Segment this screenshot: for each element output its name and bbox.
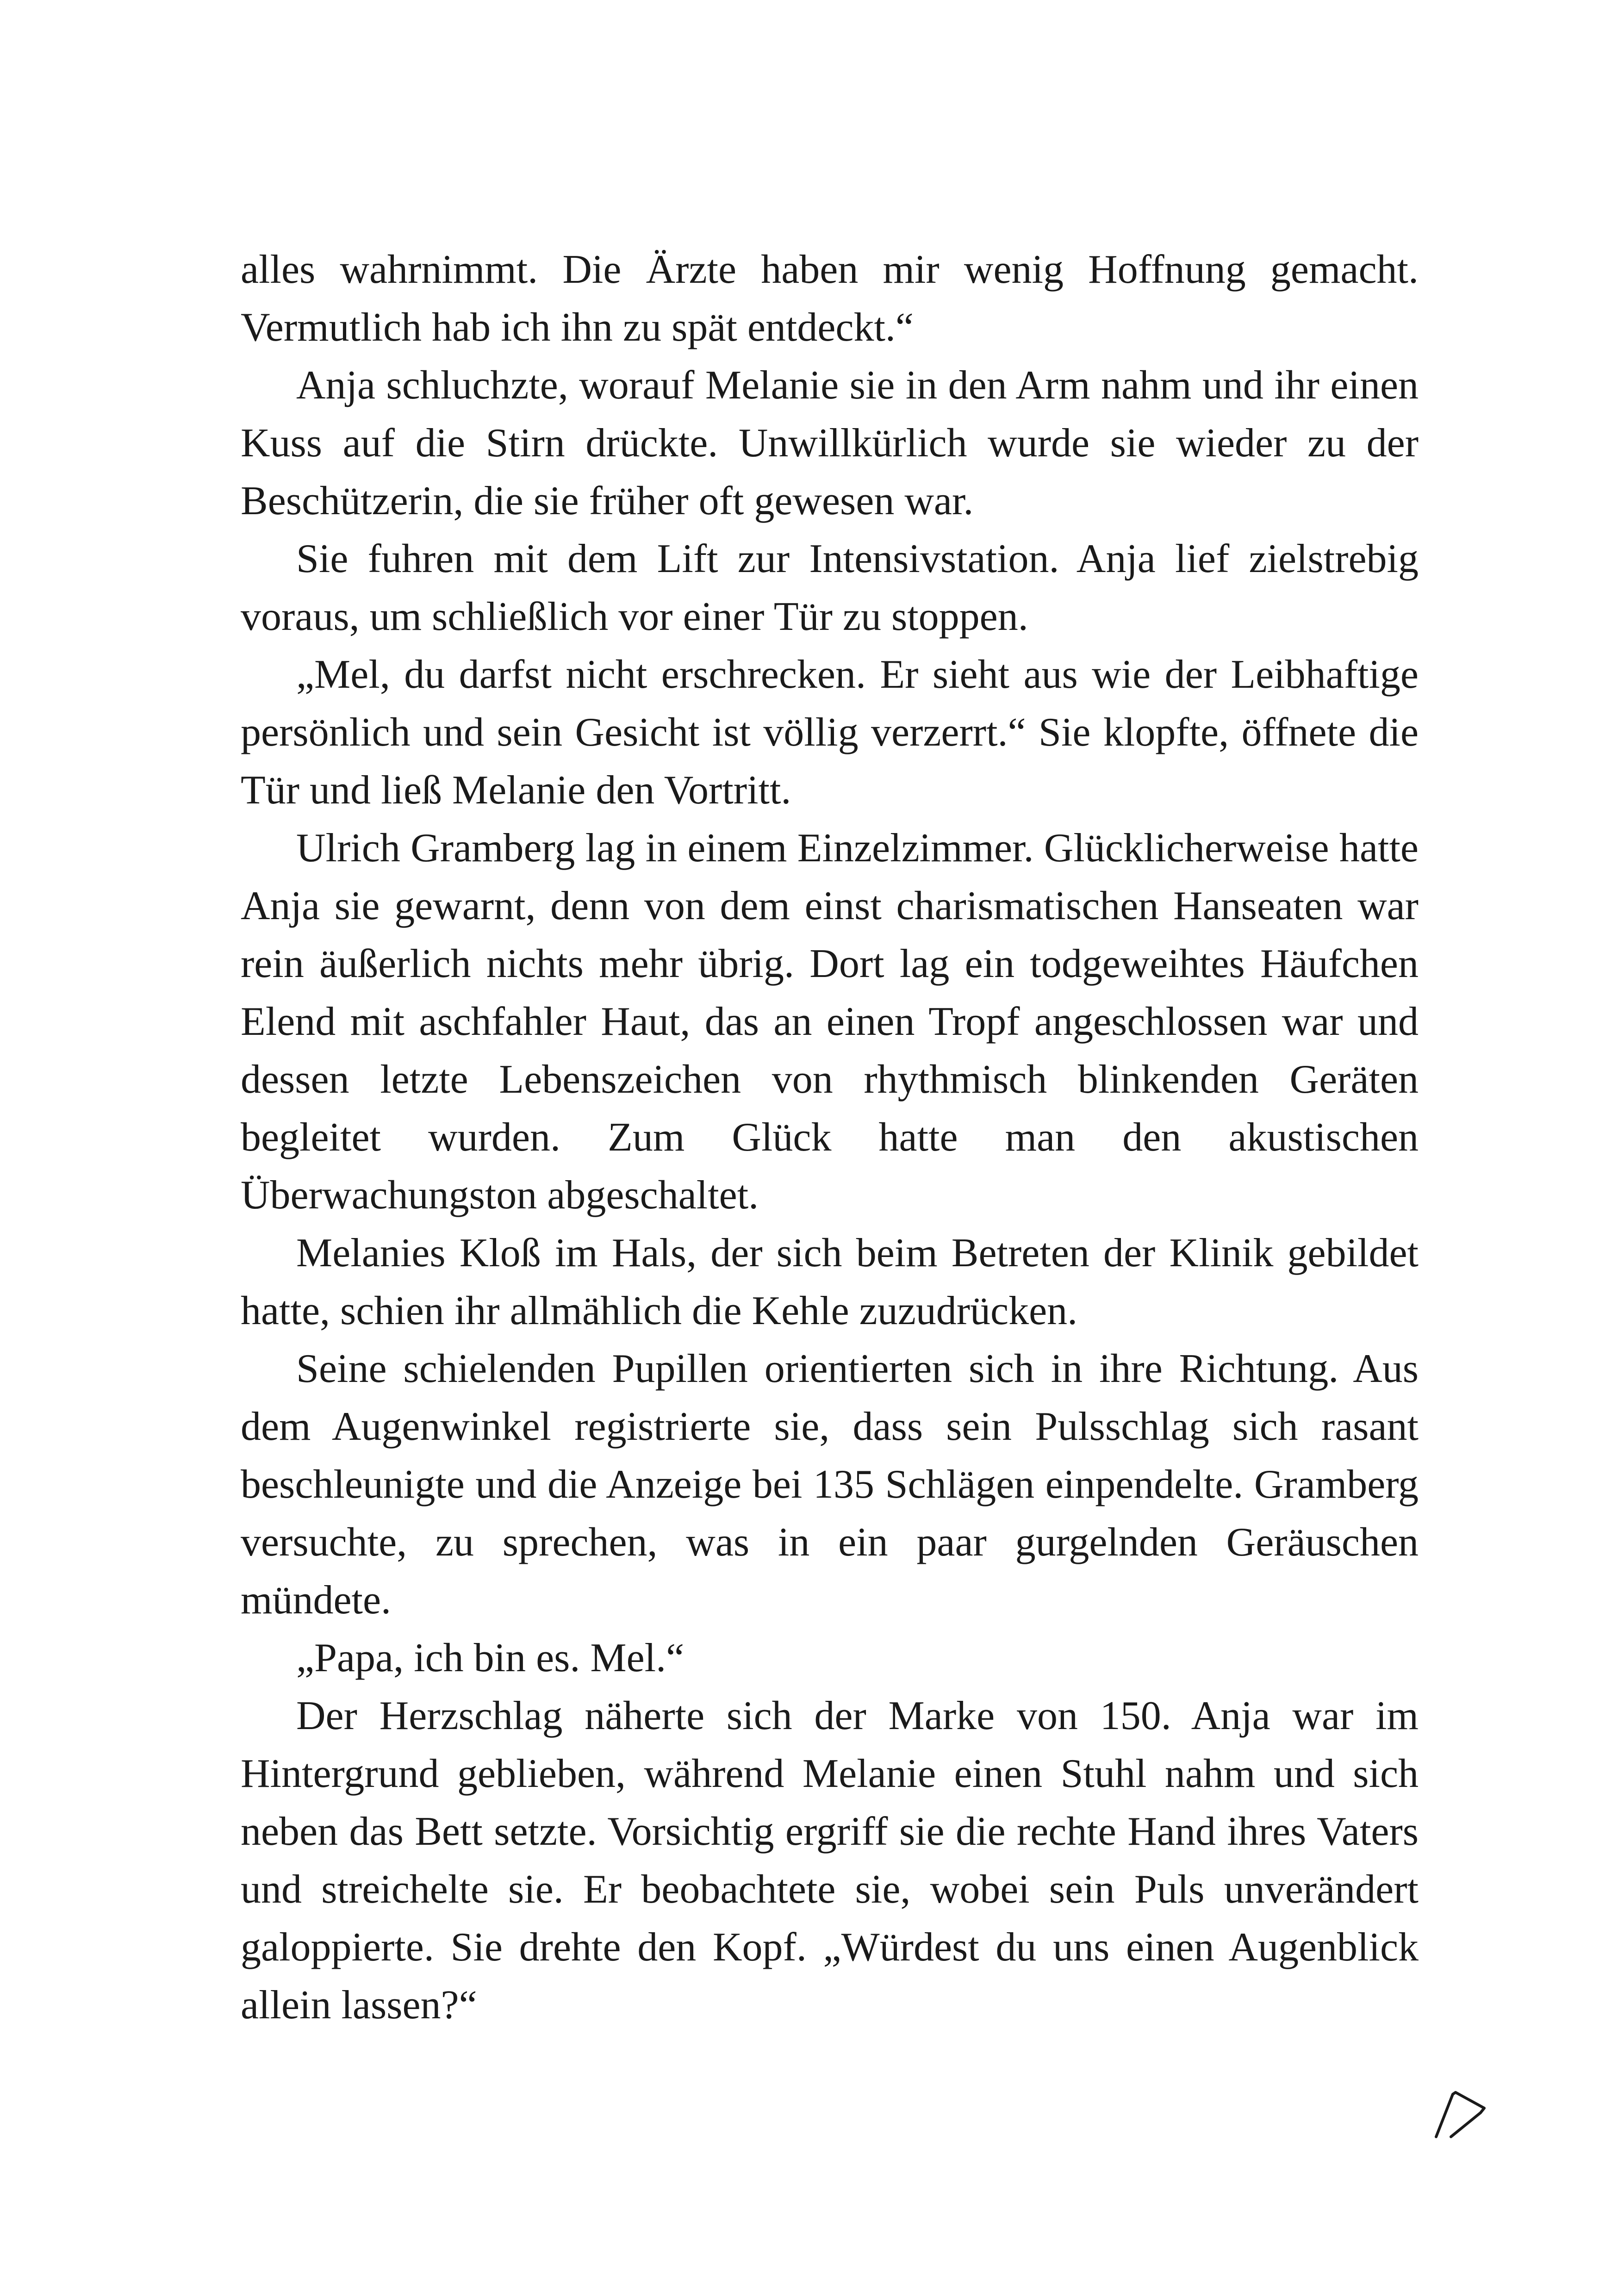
paragraph-7: Seine schielenden Pupillen orientierten sich in ihre Richtung. Aus dem Augenwinkel registrierte sie, dass sein Pulsschlag sich rasant beschleunigte und die Anzeige bei 135 Schlägen einpendelte. Gramberg versuchte, zu sprechen, was in ein paar gurgelnden Geräuschen mündete. bbox=[241, 1346, 1419, 1623]
paragraph-2: Anja schluchzte, worauf Melanie sie in den Arm nahm und ihr einen Kuss auf die Stirn drückte. Unwillkürlich wurde sie wieder zu der Beschützerin, die sie früher oft gewesen war. bbox=[241, 363, 1419, 523]
paragraph-4: „Mel, du darfst nicht erschrecken. Er sieht aus wie der Leibhaftige persönlich und sein Gesicht ist völlig verzerrt.“ Sie klopfte, öffnete die Tür und ließ Melanie den Vortritt. bbox=[241, 652, 1419, 813]
paragraph-5: Ulrich Gramberg lag in einem Einzelzimmer. Glücklicherweise hatte Anja sie gewarnt, denn von dem einst charismatischen Hanseaten war rein äußerlich nichts mehr übrig. Dort lag ein todgeweihtes Häufchen Elend mit aschfahler Haut, das an einen Tropf angeschlossen war und dessen letzte Lebenszeichen von rhythmisch blinkenden Geräten begleitet wurden. Zum Glück hatte man den akustischen Überwachungston abgeschaltet. bbox=[241, 826, 1419, 1218]
body-text bbox=[241, 241, 1419, 2034]
paragraph-8: „Papa, ich bin es. Mel.“ bbox=[296, 1636, 685, 1680]
paragraph-6: Melanies Kloß im Hals, der sich beim Betreten der Klinik gebildet hatte, schien ihr allmählich die Kehle zuzudrücken. bbox=[241, 1231, 1419, 1333]
page-number-mark-icon bbox=[1432, 2085, 1490, 2143]
paragraph-3: Sie fuhren mit dem Lift zur Intensivstation. Anja lief zielstrebig voraus, um schließlich vor einer Tür zu stoppen. bbox=[241, 536, 1419, 639]
paragraph-9: Der Herzschlag näherte sich der Marke von 150. Anja war im Hintergrund geblieben, während Melanie einen Stuhl nahm und sich neben das Bett setzte. Vorsichtig ergriff sie die rechte Hand ihres Vaters und streichelte sie. Er beobachtete sie, wobei sein Puls unverändert galoppierte. Sie drehte den Kopf. „Würdest du uns einen Augenblick allein lassen?“ bbox=[241, 1693, 1419, 2028]
paragraph-1: alles wahrnimmt. Die Ärzte haben mir wenig Hoffnung gemacht. Vermutlich hab ich ihn zu spät entdeckt.“ bbox=[241, 247, 1419, 350]
